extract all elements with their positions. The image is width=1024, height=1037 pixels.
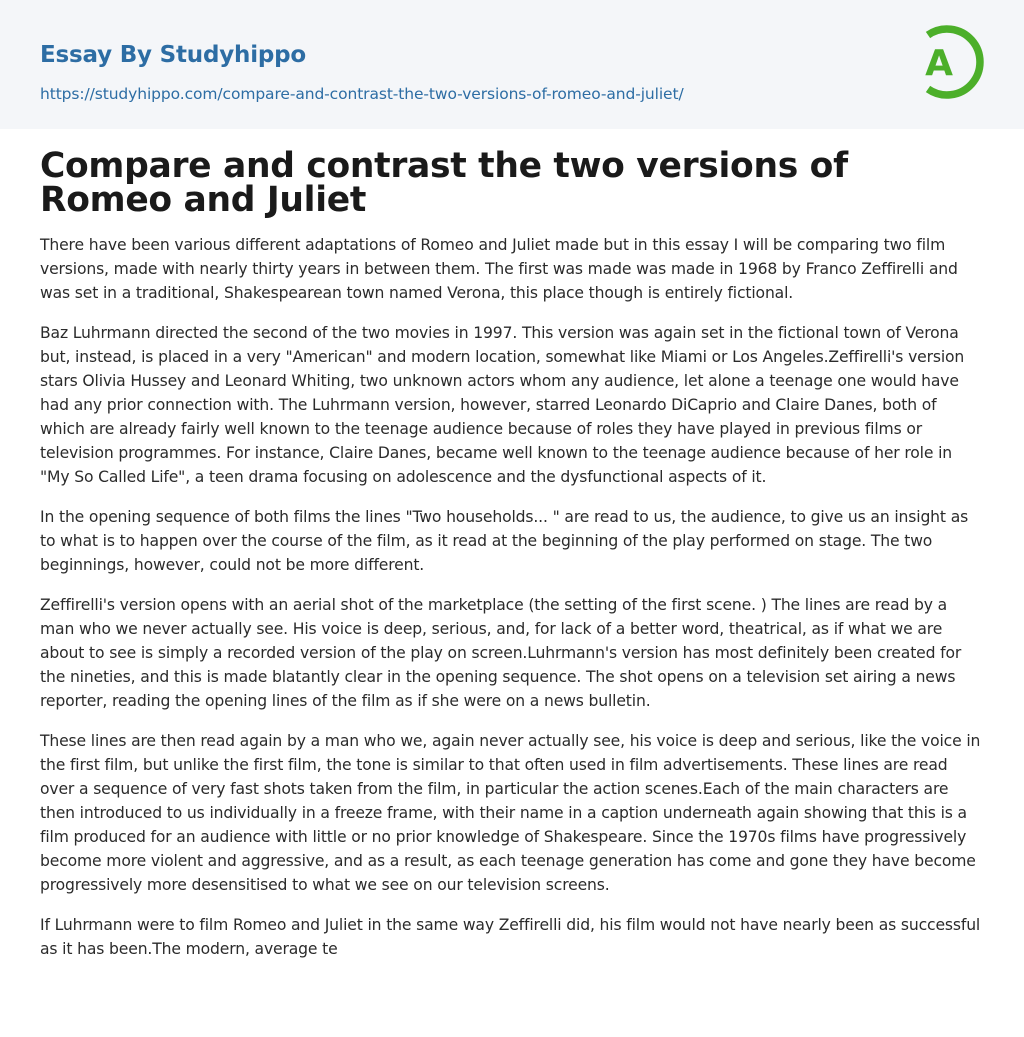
article: [40, 146, 984, 977]
article-body: [40, 233, 984, 961]
paragraph: In the opening sequence of both films the lines "Two households... " are read to us, the audience, to give us an insight as to what is to happen over the course of the film, as it read at the beginning of the play performed on stage. The two beginnings, however, could not be more different.: [40, 508, 969, 574]
paragraph: These lines are then read again by a man who we, again never actually see, his voice is deep and serious, like the voice in the first film, but unlike the first film, the tone is similar to that often used in film advertisements. These lines are read over a sequence of very fast shots taken from the film, in particular the action scenes.Each of the main characters are then introduced to us individually in a freeze frame, with their name in a caption underneath again showing that this is a film produced for an audience with little or no prior knowledge of Shakespeare. Since the 1970s films have progressively become more violent and aggressive, and as a result, as each teenage generation has come and gone they have become progressively more desensitised to what we see on our television screens.: [40, 732, 981, 894]
source-url-link[interactable]: https://studyhippo.com/compare-and-contrast-the-two-versions-of-romeo-and-juliet/: [40, 85, 684, 103]
paragraph: If Luhrmann were to film Romeo and Juliet in the same way Zeffirelli did, his film would not have nearly been as successful as it has been.The modern, average te: [40, 916, 981, 958]
paragraph: Baz Luhrmann directed the second of the two movies in 1997. This version was again set in the fictional town of Verona but, instead, is placed in a very "American" and modern location, somewhat like Miami or Los Angeles.Zeffirelli's version stars Olivia Hussey and Leonard Whiting, two unknown actors whom any audience, let alone a teenage one would have had any prior connection with. The Luhrmann version, however, starred Leonardo DiCaprio and Claire Danes, both of which are already fairly well known to the teenage audience because of roles they have played in previous films or television programmes. For instance, Claire Danes, became well known to the teenage audience because of her role in "My So Called Life", a teen drama focusing on adolescence and the dysfunctional aspects of it.: [40, 324, 965, 486]
logo-letter: A: [925, 43, 953, 84]
page-header: [0, 0, 1024, 129]
studyhippo-logo-icon[interactable]: [914, 19, 986, 105]
site-brand[interactable]: Essay By Studyhippo: [40, 42, 307, 68]
paragraph: Zeffirelli's version opens with an aerial shot of the marketplace (the setting of the first scene. ) The lines are read by a man who we never actually see. His voice is deep, serious, and, for lack of a better word, theatrical, as if what we are about to see is simply a recorded version of the play on screen.Luhrmann's version has most definitely been created for the nineties, and this is made blatantly clear in the opening sequence. The shot opens on a television set airing a news reporter, reading the opening lines of the film as if she were on a news bulletin.: [40, 596, 962, 710]
paragraph: There have been various different adaptations of Romeo and Juliet made but in this essay I will be comparing two film versions, made with nearly thirty years in between them. The first was made was made in 1968 by Franco Zeffirelli and was set in a traditional, Shakespearean town named Verona, this place though is entirely fictional.: [40, 236, 958, 302]
article-title: Compare and contrast the two versions of Romeo and Juliet: [40, 146, 848, 220]
